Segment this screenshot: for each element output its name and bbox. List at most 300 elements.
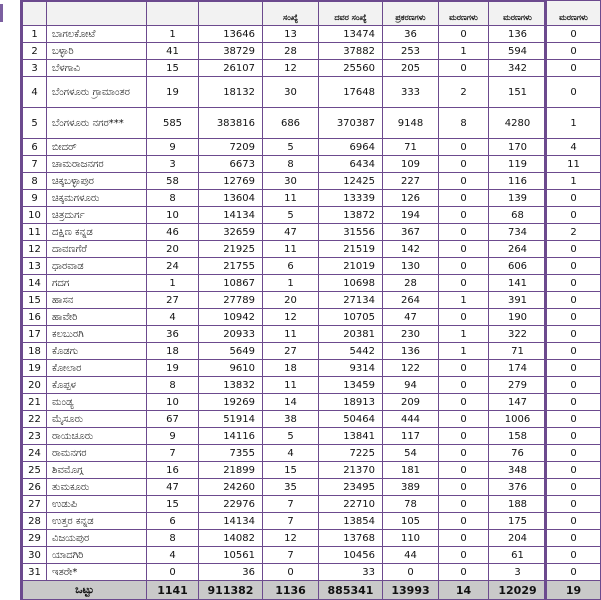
total-value: 911382 <box>199 581 263 600</box>
value-cell: 58 <box>147 173 199 190</box>
value-cell: 370387 <box>319 108 383 139</box>
value-cell: 0 <box>439 309 489 326</box>
header-cell: ಸಂಖ್ಯೆ <box>263 1 319 26</box>
value-cell: 12769 <box>199 173 263 190</box>
value-cell: 0 <box>547 292 601 309</box>
value-cell: 26107 <box>199 60 263 77</box>
value-cell: 61 <box>489 547 547 564</box>
district-name: ದಾವಣಗೆರೆ <box>47 241 147 258</box>
total-row <box>23 581 601 600</box>
header-cell: ಮರಣಗಳು <box>439 1 489 26</box>
header-cell: ದವರ ಸಂಖ್ಯೆ <box>319 1 383 26</box>
value-cell: 0 <box>439 275 489 292</box>
value-cell: 20 <box>147 241 199 258</box>
value-cell: 0 <box>439 377 489 394</box>
value-cell: 13339 <box>319 190 383 207</box>
value-cell: 13841 <box>319 428 383 445</box>
value-cell: 585 <box>147 108 199 139</box>
district-name: ಕೊಡಗು <box>47 343 147 360</box>
row-number: 19 <box>23 360 47 377</box>
value-cell: 14 <box>263 394 319 411</box>
district-name: ರಾಯಚೂರು <box>47 428 147 445</box>
value-cell: 27 <box>147 292 199 309</box>
table-row <box>23 258 601 275</box>
row-number: 24 <box>23 445 47 462</box>
value-cell: 21925 <box>199 241 263 258</box>
value-cell: 4280 <box>489 108 547 139</box>
value-cell: 117 <box>383 428 439 445</box>
district-name: ಉತ್ತರ ಕನ್ನಡ <box>47 513 147 530</box>
value-cell: 0 <box>439 156 489 173</box>
value-cell: 105 <box>383 513 439 530</box>
table-row <box>23 428 601 445</box>
value-cell: 0 <box>547 445 601 462</box>
value-cell: 0 <box>439 445 489 462</box>
total-value: 19 <box>547 581 601 600</box>
row-number: 7 <box>23 156 47 173</box>
value-cell: 109 <box>383 156 439 173</box>
value-cell: 14134 <box>199 513 263 530</box>
district-name: ಇತರೇ* <box>47 564 147 581</box>
value-cell: 264 <box>383 292 439 309</box>
value-cell: 5 <box>263 139 319 156</box>
table-left-border <box>20 0 22 600</box>
value-cell: 8 <box>147 190 199 207</box>
table-row <box>23 173 601 190</box>
value-cell: 4 <box>547 139 601 156</box>
row-number: 9 <box>23 190 47 207</box>
row-number: 18 <box>23 343 47 360</box>
value-cell: 35 <box>263 479 319 496</box>
row-number: 2 <box>23 43 47 60</box>
row-number: 28 <box>23 513 47 530</box>
table-row <box>23 377 601 394</box>
value-cell: 0 <box>547 60 601 77</box>
value-cell: 158 <box>489 428 547 445</box>
value-cell: 18 <box>147 343 199 360</box>
value-cell: 12425 <box>319 173 383 190</box>
value-cell: 68 <box>489 207 547 224</box>
value-cell: 0 <box>547 343 601 360</box>
value-cell: 10561 <box>199 547 263 564</box>
value-cell: 0 <box>547 26 601 43</box>
value-cell: 1 <box>147 275 199 292</box>
district-name: ಕೋಲಾರ <box>47 360 147 377</box>
value-cell: 170 <box>489 139 547 156</box>
value-cell: 46 <box>147 224 199 241</box>
value-cell: 0 <box>547 207 601 224</box>
value-cell: 10867 <box>199 275 263 292</box>
table-row <box>23 156 601 173</box>
value-cell: 28 <box>383 275 439 292</box>
table-row <box>23 241 601 258</box>
value-cell: 1 <box>439 326 489 343</box>
total-value: 885341 <box>319 581 383 600</box>
row-number: 25 <box>23 462 47 479</box>
value-cell: 15 <box>147 496 199 513</box>
district-name: ಹಾಸನ <box>47 292 147 309</box>
value-cell: 194 <box>383 207 439 224</box>
district-name: ಚಿತ್ರದುರ್ಗ <box>47 207 147 224</box>
value-cell: 27789 <box>199 292 263 309</box>
value-cell: 0 <box>263 564 319 581</box>
row-number: 17 <box>23 326 47 343</box>
value-cell: 30 <box>263 77 319 108</box>
value-cell: 0 <box>547 496 601 513</box>
table-row <box>23 26 601 43</box>
value-cell: 205 <box>383 60 439 77</box>
value-cell: 67 <box>147 411 199 428</box>
total-value: 14 <box>439 581 489 600</box>
value-cell: 0 <box>547 530 601 547</box>
row-number: 29 <box>23 530 47 547</box>
value-cell: 12 <box>263 530 319 547</box>
value-cell: 18913 <box>319 394 383 411</box>
district-name: ಬಾಗಲಕೋಟೆ <box>47 26 147 43</box>
value-cell: 230 <box>383 326 439 343</box>
value-cell: 0 <box>439 207 489 224</box>
value-cell: 15 <box>263 462 319 479</box>
value-cell: 0 <box>439 394 489 411</box>
value-cell: 0 <box>439 530 489 547</box>
value-cell: 4 <box>147 547 199 564</box>
value-cell: 10698 <box>319 275 383 292</box>
value-cell: 0 <box>147 564 199 581</box>
value-cell: 0 <box>439 26 489 43</box>
value-cell: 342 <box>489 60 547 77</box>
row-number: 14 <box>23 275 47 292</box>
value-cell: 71 <box>383 139 439 156</box>
value-cell: 7 <box>263 496 319 513</box>
district-name: ಬೀದರ್ <box>47 139 147 156</box>
value-cell: 8 <box>147 377 199 394</box>
row-number: 20 <box>23 377 47 394</box>
value-cell: 0 <box>547 513 601 530</box>
value-cell: 7355 <box>199 445 263 462</box>
value-cell: 36 <box>199 564 263 581</box>
value-cell: 0 <box>547 564 601 581</box>
value-cell: 253 <box>383 43 439 60</box>
table-row <box>23 479 601 496</box>
total-value: 12029 <box>489 581 547 600</box>
value-cell: 18132 <box>199 77 263 108</box>
value-cell: 151 <box>489 77 547 108</box>
table-row <box>23 462 601 479</box>
value-cell: 174 <box>489 360 547 377</box>
value-cell: 5 <box>263 428 319 445</box>
value-cell: 11 <box>263 241 319 258</box>
value-cell: 0 <box>439 411 489 428</box>
value-cell: 36 <box>147 326 199 343</box>
total-label: ಒಟ್ಟು <box>23 581 147 600</box>
value-cell: 15 <box>147 60 199 77</box>
table-row <box>23 445 601 462</box>
value-cell: 3 <box>147 156 199 173</box>
value-cell: 6434 <box>319 156 383 173</box>
value-cell: 391 <box>489 292 547 309</box>
value-cell: 126 <box>383 190 439 207</box>
value-cell: 0 <box>439 190 489 207</box>
table-row <box>23 496 601 513</box>
value-cell: 20381 <box>319 326 383 343</box>
value-cell: 13 <box>263 26 319 43</box>
value-cell: 0 <box>439 258 489 275</box>
value-cell: 20 <box>263 292 319 309</box>
district-name: ವಿಜಯಪುರ <box>47 530 147 547</box>
value-cell: 19269 <box>199 394 263 411</box>
value-cell: 4 <box>147 309 199 326</box>
value-cell: 0 <box>383 564 439 581</box>
value-cell: 6673 <box>199 156 263 173</box>
row-number: 4 <box>23 77 47 108</box>
table-row <box>23 326 601 343</box>
value-cell: 11 <box>263 326 319 343</box>
value-cell: 47 <box>147 479 199 496</box>
value-cell: 47 <box>383 309 439 326</box>
value-cell: 209 <box>383 394 439 411</box>
value-cell: 76 <box>489 445 547 462</box>
value-cell: 4 <box>263 445 319 462</box>
header-cell <box>23 1 47 26</box>
value-cell: 0 <box>439 564 489 581</box>
value-cell: 383816 <box>199 108 263 139</box>
value-cell: 333 <box>383 77 439 108</box>
value-cell: 47 <box>263 224 319 241</box>
table-row <box>23 224 601 241</box>
value-cell: 348 <box>489 462 547 479</box>
table-row <box>23 275 601 292</box>
value-cell: 36 <box>383 26 439 43</box>
value-cell: 0 <box>439 513 489 530</box>
header-cell <box>199 1 263 26</box>
district-name: ಚಿಕ್ಕಬಳ್ಳಾಪುರ <box>47 173 147 190</box>
value-cell: 12 <box>263 309 319 326</box>
district-name: ಬೆಳಗಾವಿ <box>47 60 147 77</box>
value-cell: 13872 <box>319 207 383 224</box>
row-number: 16 <box>23 309 47 326</box>
value-cell: 21370 <box>319 462 383 479</box>
value-cell: 279 <box>489 377 547 394</box>
value-cell: 54 <box>383 445 439 462</box>
district-name: ಹಾವೇರಿ <box>47 309 147 326</box>
row-number: 1 <box>23 26 47 43</box>
value-cell: 322 <box>489 326 547 343</box>
row-number: 22 <box>23 411 47 428</box>
value-cell: 24260 <box>199 479 263 496</box>
value-cell: 606 <box>489 258 547 275</box>
table-row <box>23 292 601 309</box>
value-cell: 7 <box>147 445 199 462</box>
row-number: 15 <box>23 292 47 309</box>
value-cell: 3 <box>489 564 547 581</box>
table-row <box>23 360 601 377</box>
value-cell: 14134 <box>199 207 263 224</box>
district-name: ಬಳ್ಳಾರಿ <box>47 43 147 60</box>
value-cell: 10 <box>147 394 199 411</box>
value-cell: 110 <box>383 530 439 547</box>
value-cell: 13604 <box>199 190 263 207</box>
value-cell: 136 <box>383 343 439 360</box>
value-cell: 376 <box>489 479 547 496</box>
value-cell: 38729 <box>199 43 263 60</box>
value-cell: 6 <box>263 258 319 275</box>
row-number: 11 <box>23 224 47 241</box>
value-cell: 94 <box>383 377 439 394</box>
district-table <box>22 0 601 600</box>
district-name: ಕೊಪ್ಪಳ <box>47 377 147 394</box>
table-row <box>23 77 601 108</box>
page-marker <box>0 4 3 22</box>
header-cell: ಮರಣಗಳು <box>489 1 547 26</box>
value-cell: 9610 <box>199 360 263 377</box>
value-cell: 13646 <box>199 26 263 43</box>
value-cell: 1 <box>147 26 199 43</box>
table-row <box>23 190 601 207</box>
district-name: ಬೆಂಗಳೂರು ಗ್ರಾಮಾಂತರ <box>47 77 147 108</box>
row-number: 5 <box>23 108 47 139</box>
value-cell: 444 <box>383 411 439 428</box>
value-cell: 0 <box>547 462 601 479</box>
value-cell: 44 <box>383 547 439 564</box>
header-cell: ಪ್ರಕರಣಗಳು <box>383 1 439 26</box>
value-cell: 0 <box>439 139 489 156</box>
table-row <box>23 513 601 530</box>
row-number: 6 <box>23 139 47 156</box>
value-cell: 31556 <box>319 224 383 241</box>
value-cell: 0 <box>547 360 601 377</box>
row-number: 10 <box>23 207 47 224</box>
district-name: ಚಿಕ್ಕಮಗಳೂರು <box>47 190 147 207</box>
district-name: ಶಿವಮೊಗ್ಗ <box>47 462 147 479</box>
value-cell: 594 <box>489 43 547 60</box>
value-cell: 38 <box>263 411 319 428</box>
value-cell: 0 <box>439 60 489 77</box>
value-cell: 11 <box>263 190 319 207</box>
value-cell: 8 <box>263 156 319 173</box>
district-name: ಧಾರವಾಡ <box>47 258 147 275</box>
table-row <box>23 394 601 411</box>
value-cell: 0 <box>547 326 601 343</box>
row-number: 13 <box>23 258 47 275</box>
value-cell: 8 <box>439 108 489 139</box>
row-number: 12 <box>23 241 47 258</box>
value-cell: 130 <box>383 258 439 275</box>
value-cell: 0 <box>439 547 489 564</box>
total-value: 1136 <box>263 581 319 600</box>
value-cell: 0 <box>439 428 489 445</box>
value-cell: 22710 <box>319 496 383 513</box>
value-cell: 27134 <box>319 292 383 309</box>
value-cell: 33 <box>319 564 383 581</box>
value-cell: 25560 <box>319 60 383 77</box>
value-cell: 9 <box>147 139 199 156</box>
table-row <box>23 530 601 547</box>
value-cell: 0 <box>547 394 601 411</box>
value-cell: 78 <box>383 496 439 513</box>
district-name: ತುಮಕೂರು <box>47 479 147 496</box>
value-cell: 190 <box>489 309 547 326</box>
table-row <box>23 411 601 428</box>
value-cell: 13459 <box>319 377 383 394</box>
value-cell: 21899 <box>199 462 263 479</box>
table-body <box>23 1 601 600</box>
value-cell: 20933 <box>199 326 263 343</box>
value-cell: 0 <box>547 411 601 428</box>
value-cell: 6964 <box>319 139 383 156</box>
district-name: ರಾಮನಗರ <box>47 445 147 462</box>
value-cell: 0 <box>547 479 601 496</box>
value-cell: 18 <box>263 360 319 377</box>
total-value: 13993 <box>383 581 439 600</box>
value-cell: 116 <box>489 173 547 190</box>
value-cell: 19 <box>147 77 199 108</box>
table-row <box>23 43 601 60</box>
value-cell: 0 <box>439 462 489 479</box>
value-cell: 0 <box>547 43 601 60</box>
district-name: ಬೆಂಗಳೂರು ನಗರ*** <box>47 108 147 139</box>
value-cell: 0 <box>547 428 601 445</box>
value-cell: 50464 <box>319 411 383 428</box>
table-right-border <box>544 0 546 600</box>
value-cell: 11 <box>547 156 601 173</box>
row-number: 21 <box>23 394 47 411</box>
value-cell: 1006 <box>489 411 547 428</box>
value-cell: 1 <box>439 43 489 60</box>
value-cell: 141 <box>489 275 547 292</box>
row-number: 27 <box>23 496 47 513</box>
row-number: 3 <box>23 60 47 77</box>
value-cell: 23495 <box>319 479 383 496</box>
value-cell: 9148 <box>383 108 439 139</box>
district-name: ಮೈಸೂರು <box>47 411 147 428</box>
value-cell: 0 <box>439 173 489 190</box>
table-row <box>23 309 601 326</box>
value-cell: 14082 <box>199 530 263 547</box>
table-row <box>23 564 601 581</box>
district-name: ಚಾಮರಾಜನಗರ <box>47 156 147 173</box>
value-cell: 0 <box>439 479 489 496</box>
value-cell: 119 <box>489 156 547 173</box>
district-name: ಮಂಡ್ಯ <box>47 394 147 411</box>
value-cell: 136 <box>489 26 547 43</box>
value-cell: 0 <box>547 77 601 108</box>
value-cell: 389 <box>383 479 439 496</box>
table-row <box>23 108 601 139</box>
header-cell <box>47 1 147 26</box>
value-cell: 204 <box>489 530 547 547</box>
table-row <box>23 139 601 156</box>
row-number: 26 <box>23 479 47 496</box>
value-cell: 9314 <box>319 360 383 377</box>
value-cell: 0 <box>547 258 601 275</box>
value-cell: 7225 <box>319 445 383 462</box>
value-cell: 181 <box>383 462 439 479</box>
value-cell: 1 <box>547 108 601 139</box>
value-cell: 0 <box>547 309 601 326</box>
value-cell: 0 <box>439 241 489 258</box>
district-name: ಯಾದಗಿರಿ <box>47 547 147 564</box>
value-cell: 122 <box>383 360 439 377</box>
value-cell: 16 <box>147 462 199 479</box>
value-cell: 7 <box>263 513 319 530</box>
value-cell: 147 <box>489 394 547 411</box>
value-cell: 51914 <box>199 411 263 428</box>
value-cell: 28 <box>263 43 319 60</box>
table-row <box>23 547 601 564</box>
district-name: ಕಲಬುರಗಿ <box>47 326 147 343</box>
table-row <box>23 343 601 360</box>
value-cell: 7209 <box>199 139 263 156</box>
